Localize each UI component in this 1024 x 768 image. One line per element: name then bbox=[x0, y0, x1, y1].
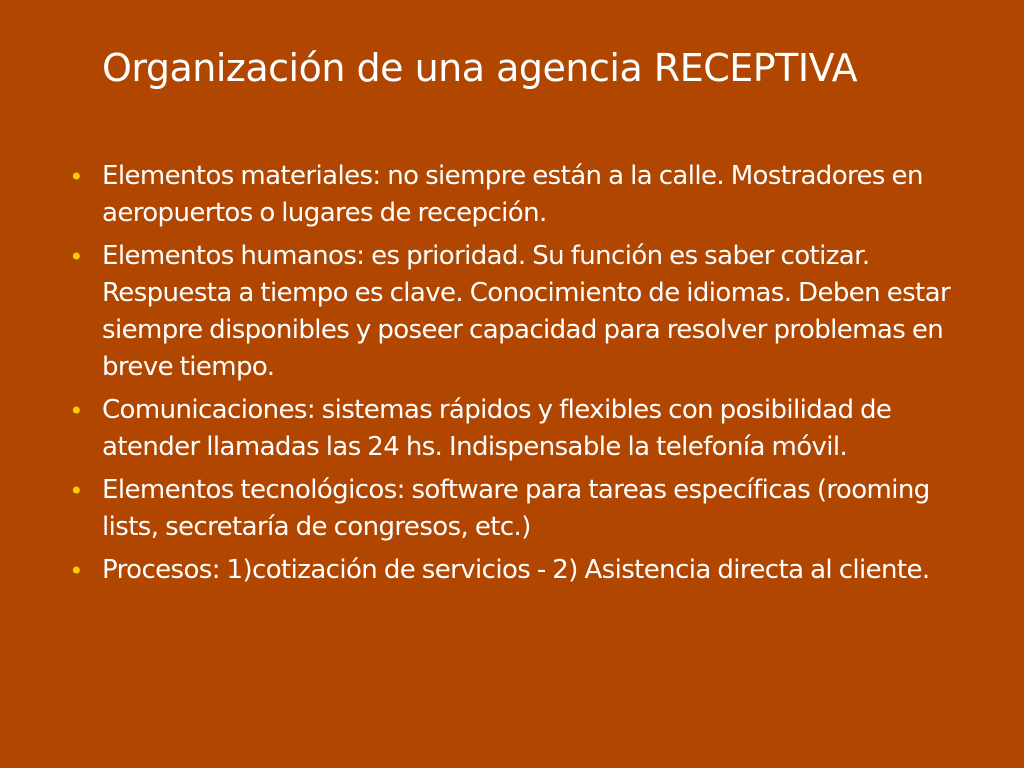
bullet-text: Comunicaciones: sistemas rápidos y flexibles con posibilidad de atender llamadas las 24 hs. Indispensable la telefonía móvil. bbox=[102, 395, 892, 462]
bullet-icon: • bbox=[69, 557, 83, 585]
bullet-text: Elementos tecnológicos: software para tareas específicas (rooming lists, secretaría de congresos, etc.) bbox=[102, 475, 930, 542]
bullet-text: Procesos: 1)cotización de servicios - 2) Asistencia directa al cliente. bbox=[102, 555, 930, 585]
slide-title: Organización de una agencia RECEPTIVA bbox=[102, 46, 858, 90]
bullet-item-tecnologicos bbox=[56, 472, 976, 546]
bullet-icon: • bbox=[69, 477, 83, 505]
bullet-list bbox=[56, 158, 976, 595]
bullet-text: Elementos materiales: no siempre están a la calle. Mostradores en aeropuertos o lugares de recepción. bbox=[102, 161, 923, 228]
bullet-text: Elementos humanos: es prioridad. Su función es saber cotizar. Respuesta a tiempo es clave. Conocimiento de idiomas. Deben estar siempre disponibles y poseer capacidad para resolver problemas en breve tiempo. bbox=[102, 241, 951, 382]
bullet-icon: • bbox=[69, 243, 83, 271]
bullet-item-materiales bbox=[56, 158, 976, 232]
bullet-item-procesos bbox=[56, 552, 976, 589]
bullet-icon: • bbox=[69, 397, 83, 425]
bullet-icon: • bbox=[69, 163, 83, 191]
bullet-item-comunicaciones bbox=[56, 392, 976, 466]
bullet-item-humanos bbox=[56, 238, 976, 386]
